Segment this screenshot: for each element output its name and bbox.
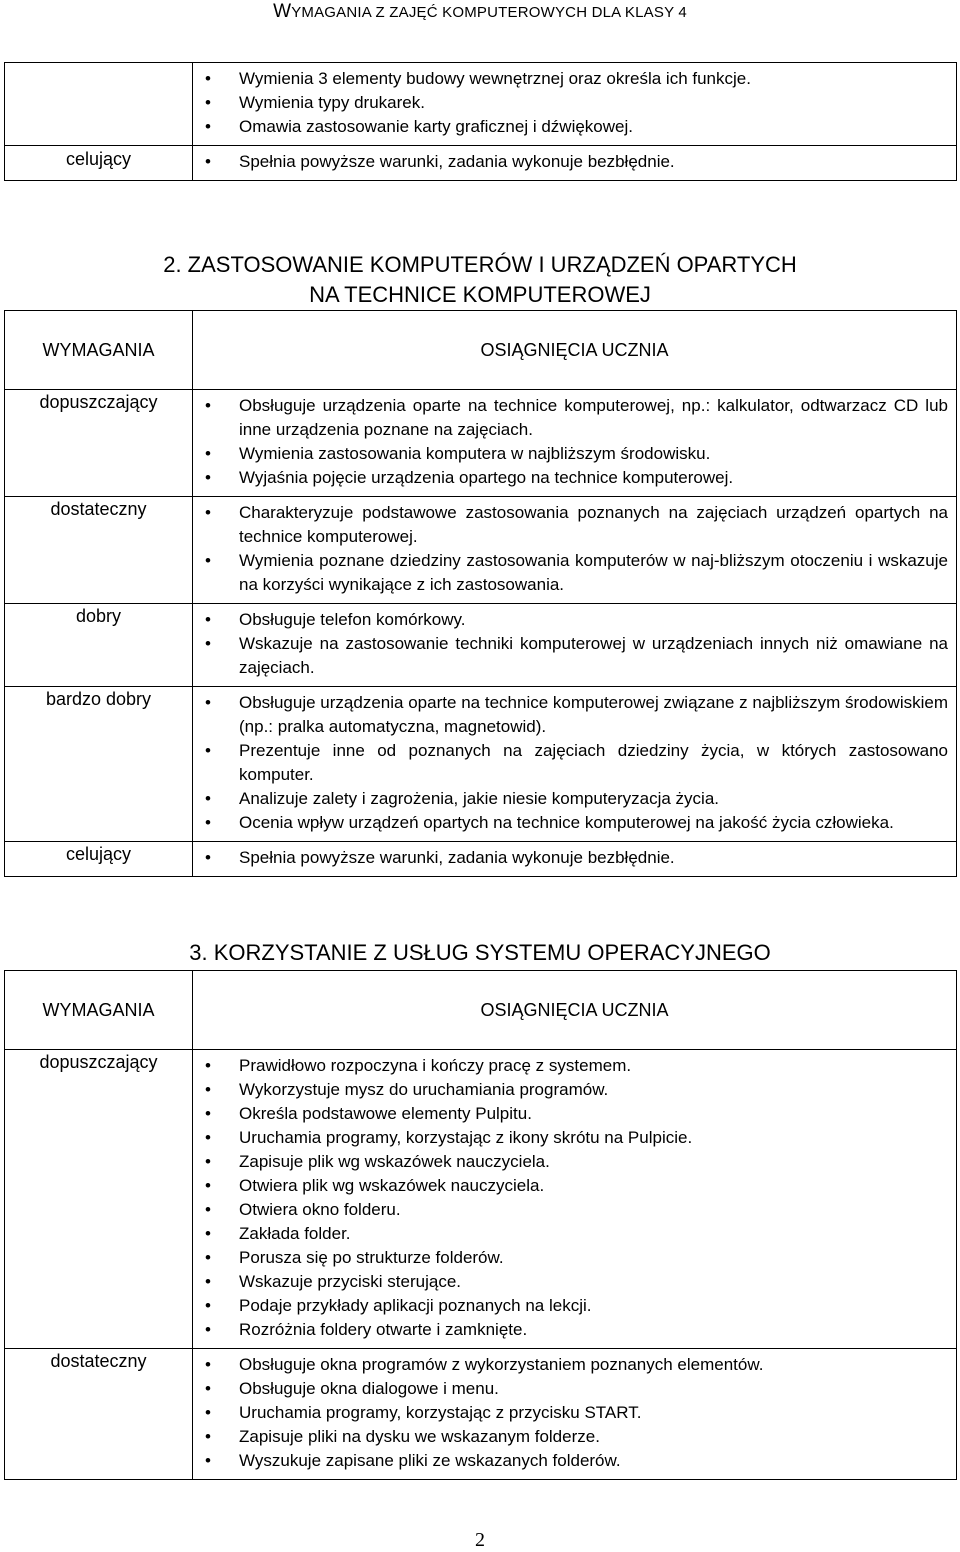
table-row	[5, 1349, 957, 1480]
table-section3	[4, 970, 957, 1480]
grade-cell: bardzo dobry	[5, 687, 193, 842]
header-first-letter: W	[273, 1, 292, 22]
list-item: • Prezentuje inne od poznanych na zajęciach dziedziny życia, w których zastosowano komputer.	[193, 739, 948, 787]
list-item: • Otwiera plik wg wskazówek nauczyciela.	[193, 1174, 948, 1198]
grade-cell: dopuszczający	[5, 1050, 193, 1349]
list-item: • Zapisuje plik wg wskazówek nauczyciela.	[193, 1150, 948, 1174]
page-header	[0, 0, 960, 24]
header-title: YMAGANIA Z ZAJĘĆ KOMPUTEROWYCH DLA KLASY 4	[291, 4, 687, 21]
achievements-cell	[193, 604, 957, 687]
list-item: • Zakłada folder.	[193, 1222, 948, 1246]
table-section1	[4, 62, 957, 181]
achievement-list	[193, 1050, 956, 1348]
grade-cell: dopuszczający	[5, 390, 193, 497]
list-item: • Charakteryzuje podstawowe zastosowania poznanych na zajęciach urządzeń opartych na technice komputerowej.	[193, 501, 948, 549]
list-item: • Uruchamia programy, korzystając z przycisku START.	[193, 1401, 948, 1425]
column-header-requirements: WYMAGANIA	[5, 971, 193, 1050]
achievement-list	[193, 497, 956, 603]
achievements-cell	[193, 497, 957, 604]
list-item: • Wymienia typy drukarek.	[193, 91, 948, 115]
list-item: • Uruchamia programy, korzystając z ikony skrótu na Pulpicie.	[193, 1126, 948, 1150]
achievement-list	[193, 687, 956, 841]
list-item: • Podaje przykłady aplikacji poznanych na lekcji.	[193, 1294, 948, 1318]
achievements-cell	[193, 687, 957, 842]
table-section1-body	[5, 63, 957, 181]
list-item: • Zapisuje pliki na dysku we wskazanym folderze.	[193, 1425, 948, 1449]
column-header-requirements: WYMAGANIA	[5, 311, 193, 390]
list-item: • Wskazuje na zastosowanie techniki komputerowej w urządzeniach innych niż omawiane na zajęciach.	[193, 632, 948, 680]
grade-cell: celujący	[5, 146, 193, 181]
section2-title-line1: 2. ZASTOSOWANIE KOMPUTERÓW I URZĄDZEŃ OPARTYCH	[163, 252, 797, 277]
list-item: • Obsługuje urządzenia oparte na technice komputerowej związane z najbliższym środowiskiem (np.: pralka automatyczna, magnetowid).	[193, 691, 948, 739]
list-item: • Wyjaśnia pojęcie urządzenia opartego na technice komputerowej.	[193, 466, 948, 490]
grade-cell: dostateczny	[5, 497, 193, 604]
list-item: • Omawia zastosowanie karty graficznej i dźwiękowej.	[193, 115, 948, 139]
table-row	[5, 687, 957, 842]
achievements-cell	[193, 842, 957, 877]
list-item: • Obsługuje okna dialogowe i menu.	[193, 1377, 948, 1401]
list-item: • Wykorzystuje mysz do uruchamiania programów.	[193, 1078, 948, 1102]
list-item: • Ocenia wpływ urządzeń opartych na technice komputerowej na jakość życia człowieka.	[193, 811, 948, 835]
section2-title	[0, 250, 960, 310]
list-item: • Obsługuje telefon komórkowy.	[193, 608, 948, 632]
achievements-cell	[193, 390, 957, 497]
list-item: • Wymienia poznane dziedziny zastosowania komputerów w naj-bliższym otoczeniu i wskazuje na korzyści wynikające z ich zastosowania.	[193, 549, 948, 597]
achievements-cell	[193, 1050, 957, 1349]
list-item: • Wymienia zastosowania komputera w najbliższym środowisku.	[193, 442, 948, 466]
list-item: • Porusza się po strukturze folderów.	[193, 1246, 948, 1270]
section2-title-line2: NA TECHNICE KOMPUTEROWEJ	[309, 282, 651, 307]
grade-cell	[5, 63, 193, 146]
list-item: • Spełnia powyższe warunki, zadania wykonuje bezbłędnie.	[193, 846, 948, 870]
list-item: • Prawidłowo rozpoczyna i kończy pracę z systemem.	[193, 1054, 948, 1078]
list-item: • Wskazuje przyciski sterujące.	[193, 1270, 948, 1294]
column-header-achievements: OSIĄGNIĘCIA UCZNIA	[193, 311, 957, 390]
list-item: • Obsługuje urządzenia oparte na technice komputerowej, np.: kalkulator, odtwarzacz CD lub inne urządzenia poznane na zajęciach.	[193, 394, 948, 442]
achievement-list	[193, 390, 956, 496]
grade-cell: dobry	[5, 604, 193, 687]
achievement-list	[193, 146, 956, 180]
achievement-list	[193, 63, 956, 145]
table-row	[5, 1050, 957, 1349]
table-row	[5, 63, 957, 146]
list-item: • Określa podstawowe elementy Pulpitu.	[193, 1102, 948, 1126]
achievements-cell	[193, 63, 957, 146]
list-item: • Rozróżnia foldery otwarte i zamknięte.	[193, 1318, 948, 1342]
list-item: • Otwiera okno folderu.	[193, 1198, 948, 1222]
table-row	[5, 497, 957, 604]
achievement-list	[193, 1349, 956, 1479]
list-item: • Wymienia 3 elementy budowy wewnętrznej oraz określa ich funkcje.	[193, 67, 948, 91]
list-item: • Analizuje zalety i zagrożenia, jakie niesie komputeryzacja życia.	[193, 787, 948, 811]
table-row	[5, 390, 957, 497]
page-number: 2	[475, 1529, 485, 1551]
list-item: • Obsługuje okna programów z wykorzystaniem poznanych elementów.	[193, 1353, 948, 1377]
section3-title: 3. KORZYSTANIE Z USŁUG SYSTEMU OPERACYJNEGO	[189, 940, 771, 965]
table-section3-body	[5, 1050, 957, 1480]
grade-cell: celujący	[5, 842, 193, 877]
achievement-list	[193, 842, 956, 876]
table-header-row	[5, 311, 957, 390]
list-item: • Wyszukuje zapisane pliki ze wskazanych folderów.	[193, 1449, 948, 1473]
list-item: • Spełnia powyższe warunki, zadania wykonuje bezbłędnie.	[193, 150, 948, 174]
table-row	[5, 604, 957, 687]
table-row	[5, 842, 957, 877]
table-row	[5, 146, 957, 181]
achievement-list	[193, 604, 956, 686]
table-section2	[4, 310, 957, 877]
table-section2-body	[5, 390, 957, 877]
grade-cell: dostateczny	[5, 1349, 193, 1480]
achievements-cell	[193, 146, 957, 181]
column-header-achievements: OSIĄGNIĘCIA UCZNIA	[193, 971, 957, 1050]
table-header-row	[5, 971, 957, 1050]
achievements-cell	[193, 1349, 957, 1480]
